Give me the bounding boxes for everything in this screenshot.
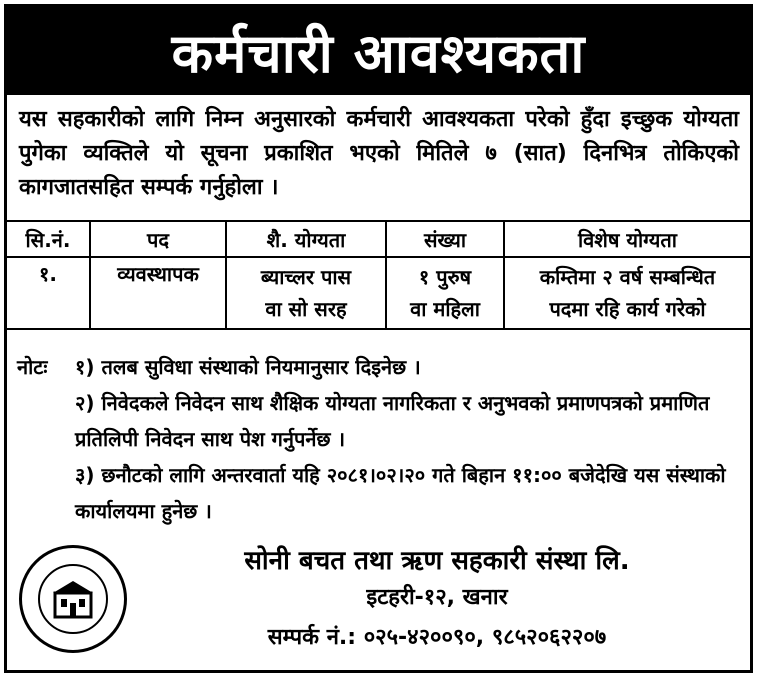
seal-emblem-icon bbox=[38, 564, 108, 634]
notice-frame bbox=[4, 4, 753, 673]
header-special-qualification: विशेष योग्यता bbox=[504, 221, 750, 257]
qualification-line-1: ब्याच्लर पास bbox=[260, 265, 352, 289]
note-text: १) तलब सुविधा संस्थाको नियमानुसार दिइनेछ । bbox=[75, 355, 421, 379]
header-serial: सि.नं. bbox=[7, 221, 90, 257]
table-header-row bbox=[7, 221, 750, 257]
header-post: पद bbox=[90, 221, 226, 257]
vacancy-table bbox=[7, 220, 750, 330]
notes-label: नोटः bbox=[17, 355, 48, 379]
header-count: संख्या bbox=[386, 221, 504, 257]
building-icon bbox=[51, 579, 95, 619]
intro-paragraph: यस सहकारीको लागि निम्न अनुसारको कर्मचारी आवश्यकता परेको हुँदा इच्छुक योग्यता पुगेका व्यक्तिले यो सूचना प्रकाशित भएको मितिले ७ (सात) दिनभित्र तोकिएको कागजातसहित सम्पर्क गर्नुहोला । bbox=[19, 107, 739, 200]
list-item bbox=[17, 349, 742, 385]
cell-post: व्यवस्थापक bbox=[90, 257, 226, 329]
organization-seal-icon bbox=[19, 545, 127, 653]
table-row bbox=[7, 257, 750, 329]
contact-numbers: सम्पर्क नं.: ०२५-४२००९०, ९८५२०६२२०७ bbox=[267, 625, 607, 650]
header-qualification: शै. योग्यता bbox=[226, 221, 386, 257]
organization-address: इटहरी-१२, खनार bbox=[366, 585, 508, 610]
qualification-line-2: वा सो सरह bbox=[265, 297, 347, 321]
special-line-2: पदमा रहि कार्य गरेको bbox=[549, 297, 706, 321]
list-item bbox=[17, 385, 742, 457]
cell-count bbox=[386, 257, 504, 329]
organization-name: सोनी बचत तथा ऋण सहकारी संस्था लि. bbox=[244, 546, 630, 576]
special-line-1: कम्तिमा २ वर्ष सम्बन्धित bbox=[539, 265, 716, 289]
count-line-2: वा महिला bbox=[410, 297, 480, 321]
note-text: २) निवेदकले निवेदन साथ शैक्षिक योग्यता नागरिकता र अनुभवको प्रमाणपत्रको प्रमाणित प्रतिलिपी निवेदन साथ पेश गर्नुपर्नेछ । bbox=[75, 391, 710, 451]
list-item bbox=[17, 457, 742, 529]
notes-section bbox=[17, 349, 742, 529]
cell-qualification bbox=[226, 257, 386, 329]
cell-special-qualification bbox=[504, 257, 750, 329]
cell-serial: १. bbox=[7, 257, 90, 329]
notice-title: कर्मचारी आवश्यकता bbox=[7, 7, 750, 95]
note-text: ३) छनौटको लागि अन्तरवार्ता यहि २०८१।०२।२० गते बिहान ११:०० बजेदेखि यस संस्थाको कार्यालयमा हुनेछ । bbox=[75, 463, 726, 523]
footer bbox=[7, 535, 750, 665]
count-line-1: १ पुरुष bbox=[418, 265, 472, 289]
